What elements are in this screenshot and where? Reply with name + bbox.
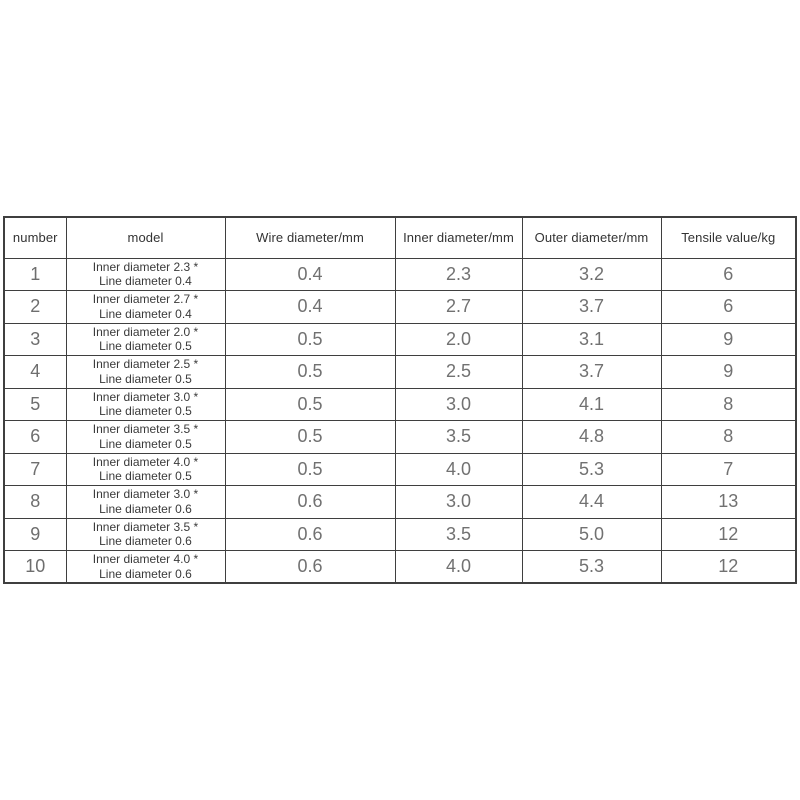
model-line-1: Inner diameter 4.0 * [92,552,199,567]
model-line-1: Inner diameter 2.3 * [92,259,199,274]
wire-diameter-cell: 0.6 [225,551,395,584]
wire-diameter-cell: 0.5 [225,356,395,389]
model-cell [66,453,225,486]
table-row [4,356,796,389]
row-number-cell: 6 [4,421,66,454]
spec-table-body [4,258,796,583]
tensile-value-cell: 13 [661,486,796,519]
wire-diameter-cell: 0.4 [225,291,395,324]
inner-diameter-cell: 3.0 [395,388,522,421]
table-row [4,518,796,551]
table-row [4,258,796,291]
inner-diameter-cell: 3.5 [395,518,522,551]
model-line-1: Inner diameter 3.5 * [92,519,199,534]
model-cell [66,486,225,519]
model-line-2: Line diameter 0.4 [99,306,192,321]
outer-diameter-cell: 5.0 [522,518,661,551]
outer-diameter-cell: 3.1 [522,323,661,356]
wire-diameter-cell: 0.5 [225,453,395,486]
inner-diameter-cell: 4.0 [395,453,522,486]
row-number-cell: 7 [4,453,66,486]
model-cell [66,551,225,584]
model-line-1: Inner diameter 2.0 * [92,324,199,339]
row-number-cell: 3 [4,323,66,356]
tensile-value-cell: 9 [661,356,796,389]
spec-table [3,216,797,584]
row-number-cell: 5 [4,388,66,421]
wire-diameter-cell: 0.5 [225,421,395,454]
model-line-1: Inner diameter 2.7 * [92,292,199,307]
row-number-cell: 4 [4,356,66,389]
tensile-value-cell: 7 [661,453,796,486]
outer-diameter-cell: 4.4 [522,486,661,519]
model-cell [66,356,225,389]
table-row [4,421,796,454]
inner-diameter-cell: 2.3 [395,258,522,291]
outer-diameter-cell: 4.8 [522,421,661,454]
header-cell-outer-diameter: Outer diameter/mm [522,217,661,258]
tensile-value-cell: 6 [661,291,796,324]
model-line-2: Line diameter 0.5 [99,469,192,484]
tensile-value-cell: 8 [661,388,796,421]
tensile-value-cell: 8 [661,421,796,454]
wire-diameter-cell: 0.5 [225,323,395,356]
model-line-2: Line diameter 0.6 [99,566,192,581]
inner-diameter-cell: 2.0 [395,323,522,356]
model-line-2: Line diameter 0.5 [99,371,192,386]
outer-diameter-cell: 4.1 [522,388,661,421]
table-row [4,486,796,519]
row-number-cell: 1 [4,258,66,291]
inner-diameter-cell: 3.0 [395,486,522,519]
header-cell-tensile-value: Tensile value/kg [661,217,796,258]
table-row [4,323,796,356]
row-number-cell: 8 [4,486,66,519]
model-cell [66,518,225,551]
inner-diameter-cell: 2.5 [395,356,522,389]
outer-diameter-cell: 5.3 [522,453,661,486]
model-line-2: Line diameter 0.6 [99,501,192,516]
model-cell [66,291,225,324]
model-line-2: Line diameter 0.5 [99,404,192,419]
row-number-cell: 9 [4,518,66,551]
wire-diameter-cell: 0.4 [225,258,395,291]
model-line-1: Inner diameter 3.0 * [92,389,199,404]
tensile-value-cell: 12 [661,551,796,584]
model-line-2: Line diameter 0.5 [99,339,192,354]
tensile-value-cell: 6 [661,258,796,291]
outer-diameter-cell: 5.3 [522,551,661,584]
model-line-2: Line diameter 0.5 [99,436,192,451]
row-number-cell: 10 [4,551,66,584]
outer-diameter-cell: 3.2 [522,258,661,291]
header-cell-number: number [4,217,66,258]
wire-diameter-cell: 0.6 [225,518,395,551]
model-cell [66,323,225,356]
header-cell-wire-diameter: Wire diameter/mm [225,217,395,258]
wire-diameter-cell: 0.6 [225,486,395,519]
inner-diameter-cell: 2.7 [395,291,522,324]
header-row [4,217,796,258]
outer-diameter-cell: 3.7 [522,356,661,389]
outer-diameter-cell: 3.7 [522,291,661,324]
model-line-1: Inner diameter 3.5 * [92,422,199,437]
inner-diameter-cell: 3.5 [395,421,522,454]
wire-diameter-cell: 0.5 [225,388,395,421]
tensile-value-cell: 9 [661,323,796,356]
model-line-1: Inner diameter 4.0 * [92,454,199,469]
inner-diameter-cell: 4.0 [395,551,522,584]
model-line-2: Line diameter 0.4 [99,274,192,289]
model-cell [66,258,225,291]
model-cell [66,388,225,421]
spec-table-header [4,217,796,258]
table-row [4,551,796,584]
tensile-value-cell: 12 [661,518,796,551]
model-line-2: Line diameter 0.6 [99,534,192,549]
table-row [4,291,796,324]
model-line-1: Inner diameter 2.5 * [92,357,199,372]
row-number-cell: 2 [4,291,66,324]
model-cell [66,421,225,454]
header-cell-inner-diameter: Inner diameter/mm [395,217,522,258]
table-row [4,388,796,421]
header-cell-model: model [66,217,225,258]
table-row [4,453,796,486]
model-line-1: Inner diameter 3.0 * [92,487,199,502]
